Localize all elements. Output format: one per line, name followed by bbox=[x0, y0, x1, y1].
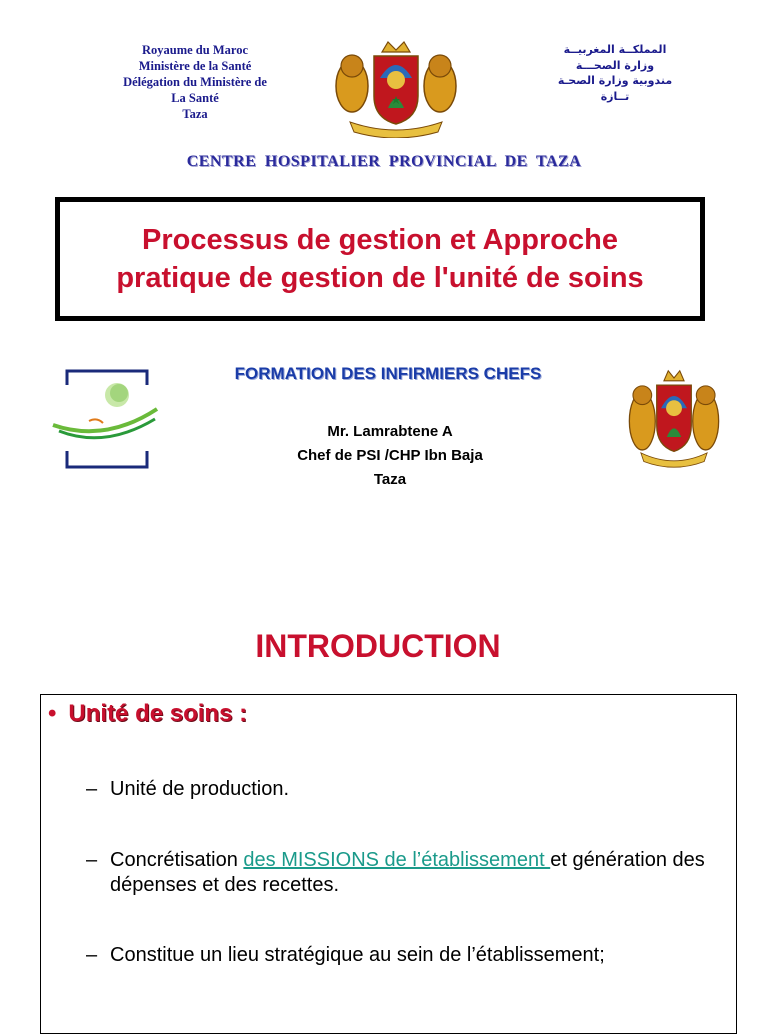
bullet-dot-icon: • bbox=[48, 700, 57, 727]
missions-link[interactable]: des MISSIONS de l’établissement bbox=[243, 849, 551, 871]
centre-title: CENTRE HOSPITALIER PROVINCIAL DE TAZA bbox=[186, 153, 582, 170]
header-left-line: Taza bbox=[182, 107, 208, 121]
royal-emblem-icon bbox=[330, 38, 462, 138]
title-line-1: Processus de gestion et Approche bbox=[142, 224, 618, 256]
bullet-heading-text: Unité de soins : bbox=[68, 700, 248, 727]
bullet-heading bbox=[48, 700, 247, 728]
header-right-line: وزارة الصحـــة bbox=[575, 58, 655, 72]
header-left-line: Royaume du Maroc bbox=[141, 43, 248, 57]
list-item-text: Unité de production. bbox=[110, 778, 290, 800]
presenter-role: Chef de PSI /CHP Ibn Baja bbox=[297, 447, 483, 464]
header-left-line: Délégation du Ministère de bbox=[123, 75, 267, 89]
list-item bbox=[86, 943, 706, 968]
title-line-2: pratique de gestion de l'unité de soins bbox=[116, 262, 644, 294]
header-right-line: المملكــة المغربيــة bbox=[563, 43, 667, 56]
list-item-text-after: et génération des dépenses et des recettes. bbox=[110, 849, 705, 896]
dash-icon: – bbox=[86, 944, 98, 966]
header-right-line: تــازة bbox=[600, 89, 630, 103]
dash-icon: – bbox=[86, 778, 98, 800]
presentation-title bbox=[116, 221, 643, 297]
header-right-block bbox=[540, 42, 690, 104]
header-left-line: Ministère de la Santé bbox=[138, 59, 252, 73]
dash-icon: – bbox=[86, 849, 98, 871]
royal-emblem-icon bbox=[626, 365, 722, 473]
list-item bbox=[86, 848, 706, 898]
list-item-text bbox=[86, 848, 706, 898]
presenter-block bbox=[170, 420, 610, 492]
formation-heading: FORMATION DES INFIRMIERS CHEFS bbox=[234, 364, 542, 383]
header-left-block bbox=[95, 42, 295, 122]
section-title: INTRODUCTION bbox=[255, 628, 501, 664]
list-item-text-before: Concrétisation bbox=[110, 849, 244, 871]
presenter-name: Mr. Lamrabtene A bbox=[327, 423, 453, 440]
list-item-text: Constitue un lieu stratégique au sein de l’établissement; bbox=[110, 944, 605, 966]
title-box bbox=[55, 197, 705, 321]
presenter-city: Taza bbox=[373, 471, 407, 488]
list-item bbox=[86, 777, 706, 802]
header-left-line: La Santé bbox=[171, 91, 219, 105]
header-right-line: مندوبية وزارة الصحـة bbox=[557, 74, 673, 87]
